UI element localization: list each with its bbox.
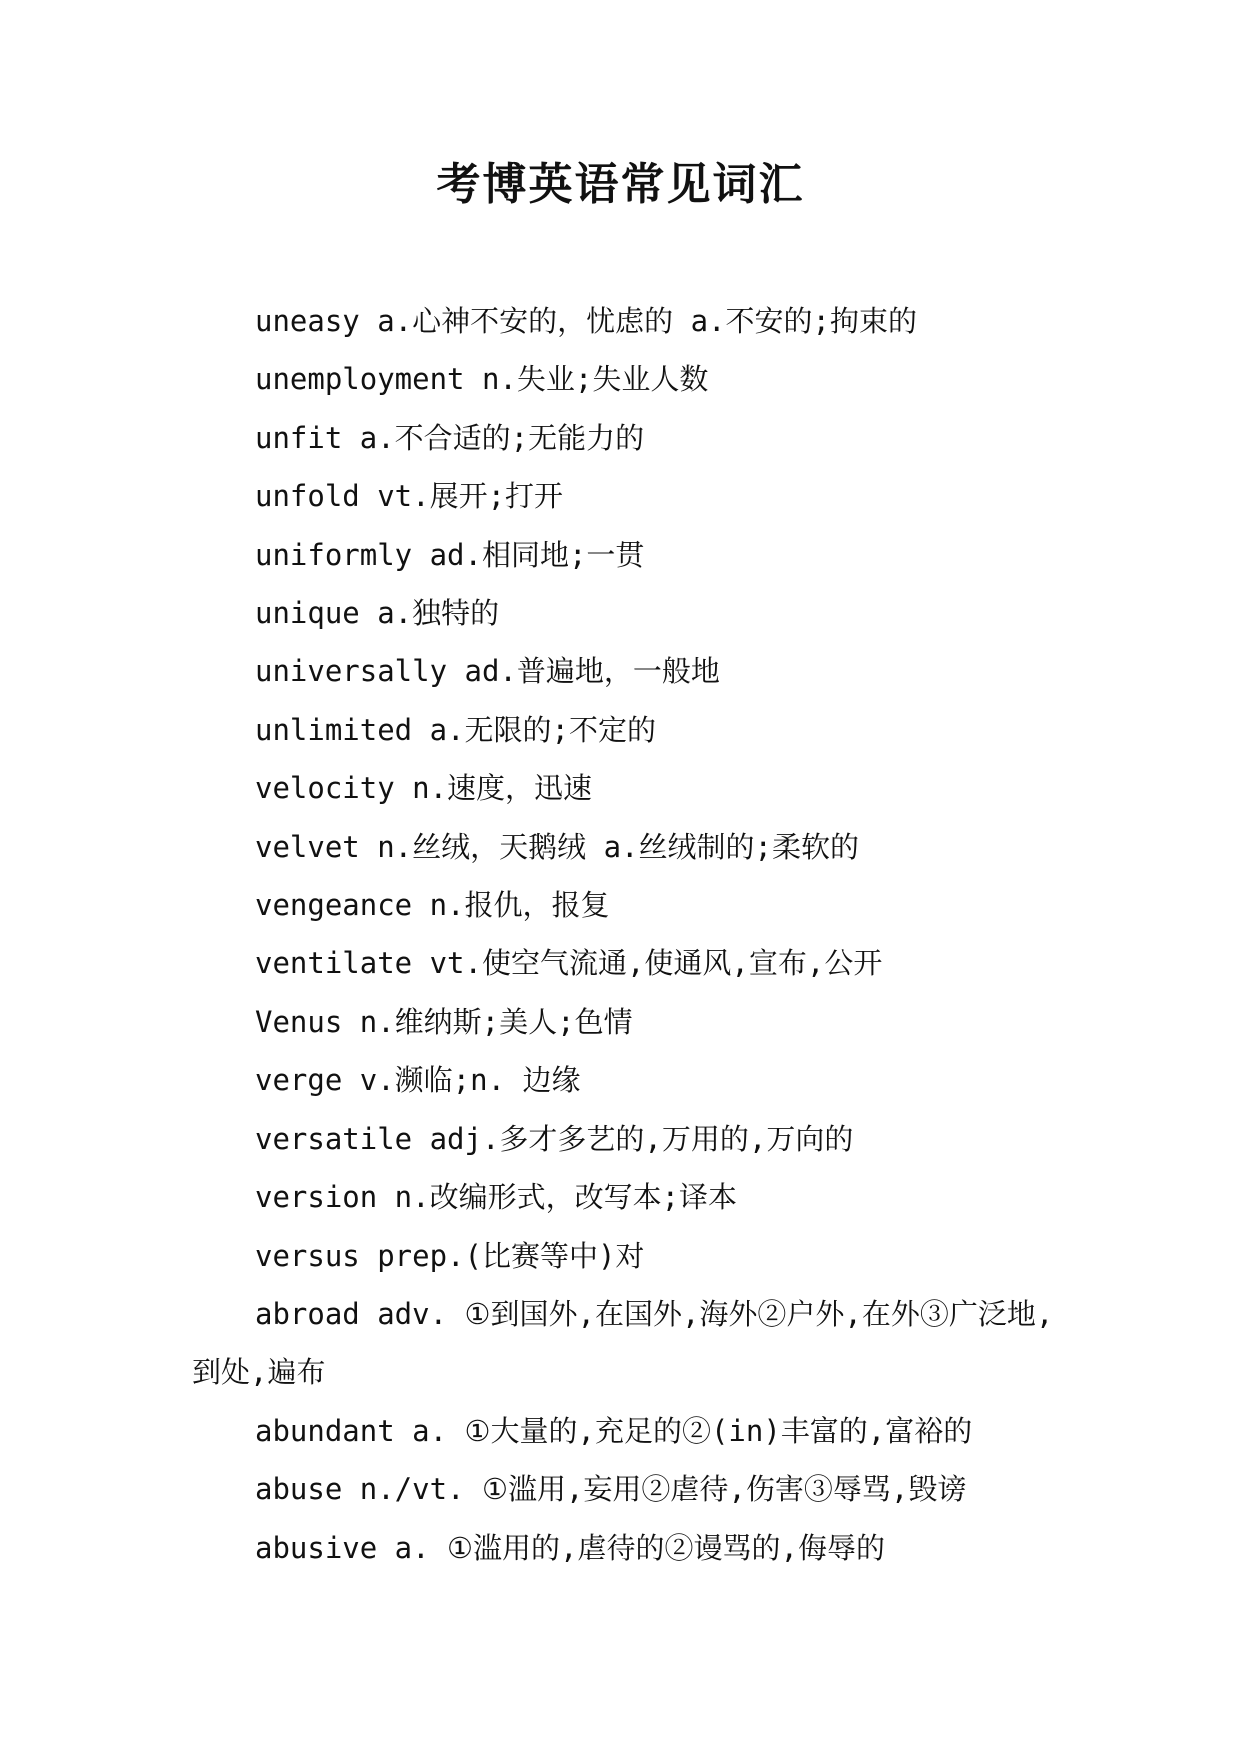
list-item: unlimited a.无限的;不定的	[255, 712, 656, 747]
list-item: abundant a. ①大量的,充足的②(in)丰富的,富裕的	[255, 1413, 973, 1448]
list-item: unique a.独特的	[255, 596, 500, 631]
list-item: uniformly ad.相同地;一贯	[255, 537, 645, 572]
list-item: velocity n.速度，迅速	[255, 771, 593, 806]
list-item: abroad adv. ①到国外,在国外,海外②户外,在外③广泛地,到处,遍布	[192, 1296, 1054, 1390]
list-item: vengeance n.报仇，报复	[255, 888, 610, 923]
list-item: versus prep.(比赛等中)对	[255, 1238, 645, 1273]
list-item: unfit a.不合适的;无能力的	[255, 420, 645, 455]
list-item: unfold vt.展开;打开	[255, 479, 564, 514]
vocabulary-list	[192, 292, 1062, 1577]
list-item: Venus n.维纳斯;美人;色情	[255, 1004, 633, 1039]
list-item: ventilate vt.使空气流通,使通风,宣布,公开	[255, 946, 883, 981]
page-title: 考博英语常见词汇	[436, 159, 805, 210]
list-item: abuse n./vt. ①滥用,妄用②虐待,伤害③辱骂,毁谤	[255, 1472, 967, 1507]
list-item: version n.改编形式，改写本;译本	[255, 1180, 738, 1215]
list-item: unemployment n.失业;失业人数	[255, 362, 709, 397]
list-item: universally ad.普遍地，一般地	[255, 654, 720, 689]
list-item: abusive a. ①滥用的,虐待的②谩骂的,侮辱的	[255, 1530, 885, 1565]
list-item: velvet n.丝绒，天鹅绒 a.丝绒制的;柔软的	[255, 829, 859, 864]
list-item: uneasy a.心神不安的，忧虑的 a.不安的;拘束的	[255, 304, 917, 338]
list-item: versatile adj.多才多艺的,万用的,万向的	[255, 1121, 854, 1156]
list-item: verge v.濒临;n. 边缘	[255, 1063, 581, 1098]
